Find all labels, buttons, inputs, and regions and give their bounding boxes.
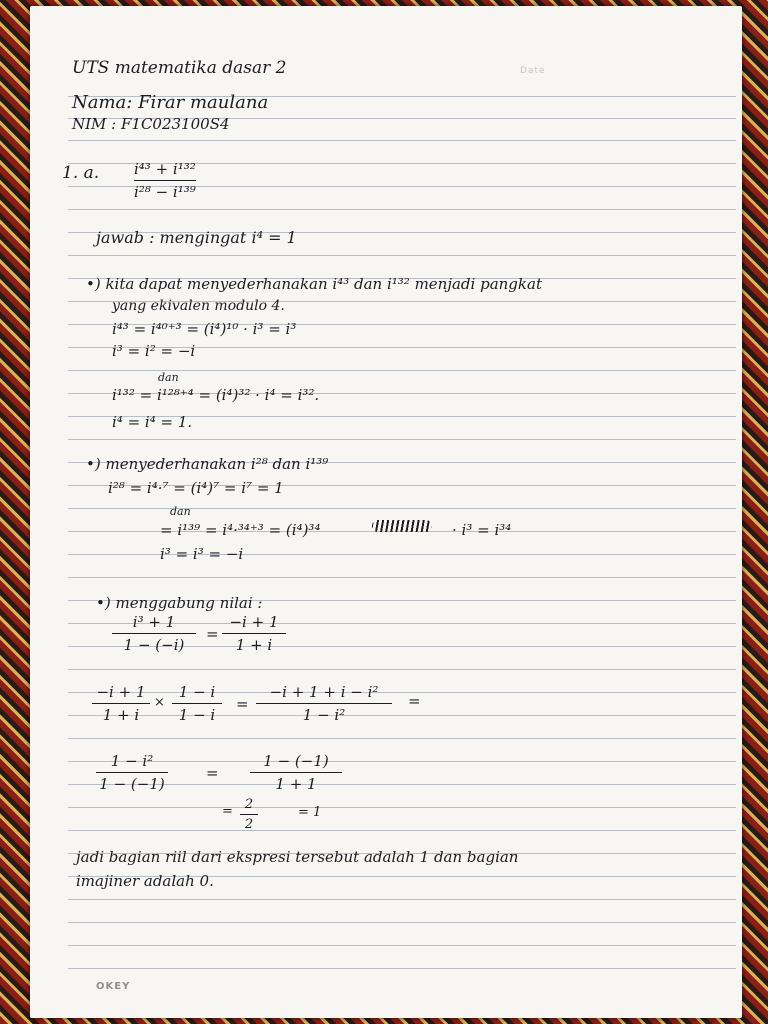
step1-line4: i⁴ = i⁴ = 1. <box>112 413 193 431</box>
ruled-line <box>68 715 736 716</box>
step1-line3: i¹³² = i¹²⁸⁺⁴ = (i⁴)³² · i⁴ = i³². <box>112 386 320 404</box>
fraction-numerator: 2 <box>244 797 254 812</box>
notebook-brand-logo: OKEY <box>96 981 131 992</box>
fraction-8 <box>240 797 258 832</box>
fraction-numerator: i⁴³ + i¹³² <box>134 160 196 178</box>
result-equals-one: = 1 <box>298 805 322 820</box>
fraction-bar <box>172 703 222 704</box>
fraction-6 <box>96 752 168 793</box>
ruled-line <box>68 899 736 900</box>
ruled-line <box>68 807 736 808</box>
equals-sign: = <box>206 764 219 782</box>
ruled-line <box>68 140 736 141</box>
equals-sign: = <box>408 692 421 710</box>
step2-text: •) menyederhanakan i²⁸ dan i¹³⁹ <box>86 455 329 473</box>
exam-title: UTS matematika dasar 2 <box>72 58 287 78</box>
step2-line3: i³ = i³ = −i <box>160 545 244 563</box>
ruled-line <box>68 692 736 693</box>
step3-text: •) menggabung nilai : <box>96 594 263 612</box>
equals-sign: = <box>206 625 219 643</box>
dan-word: dan <box>158 371 179 384</box>
step2-line2-tail: · i³ = i³⁴ <box>452 521 512 539</box>
ruled-line <box>68 439 736 440</box>
ruled-line <box>68 784 736 785</box>
answer-intro: jawab : mengingat i⁴ = 1 <box>96 228 297 247</box>
step2-line1: i²⁸ = i⁴·⁷ = (i⁴)⁷ = i⁷ = 1 <box>108 479 284 497</box>
ruled-line <box>68 738 736 739</box>
fraction-denominator: 1 + i <box>102 706 140 724</box>
fraction-numerator: −i + 1 <box>229 613 279 631</box>
fraction-bar <box>222 633 286 634</box>
ruled-line <box>68 761 736 762</box>
ruled-line <box>68 577 736 578</box>
equals-sign: = <box>222 804 233 819</box>
fraction-denominator: 1 − (−1) <box>99 775 165 793</box>
student-name: Nama: Firar maulana <box>72 92 269 113</box>
equals-sign: = <box>236 695 249 713</box>
fraction-denominator: 1 − i <box>178 706 216 724</box>
fraction-denominator: 2 <box>244 817 254 832</box>
fraction-bar <box>250 772 342 773</box>
ruled-line <box>68 669 736 670</box>
ruled-line <box>68 968 736 969</box>
date-label: Date <box>520 66 546 76</box>
fraction-1 <box>112 613 196 654</box>
ruled-line <box>68 830 736 831</box>
fraction-numerator: 1 − (−1) <box>263 752 329 770</box>
fraction-denominator: 1 − (−i) <box>123 636 185 654</box>
problem-label: 1. a. <box>62 163 100 183</box>
crossed-out-mark <box>372 520 432 532</box>
fraction-bar <box>96 772 168 773</box>
ruled-line <box>68 508 736 509</box>
fraction-bar <box>134 180 196 181</box>
problem-fraction <box>134 160 196 201</box>
step1-text-a: •) kita dapat menyederhanakan i⁴³ dan i¹³² menjadi pangkat <box>86 275 542 293</box>
fraction-denominator: 1 − i² <box>302 706 346 724</box>
step1-line1: i⁴³ = i⁴⁰⁺³ = (i⁴)¹⁰ · i³ = i³ <box>112 320 297 338</box>
fraction-denominator: 1 + i <box>235 636 273 654</box>
fraction-5 <box>256 683 392 724</box>
times-sign: × <box>154 695 165 710</box>
fraction-7 <box>250 752 342 793</box>
fraction-numerator: 1 − i <box>178 683 216 701</box>
conclusion-line1: jadi bagian riil dari ekspresi tersebut adalah 1 dan bagian <box>76 848 519 866</box>
step1-line2: i³ = i² = −i <box>112 342 196 360</box>
fraction-3 <box>92 683 150 724</box>
fraction-bar <box>256 703 392 704</box>
ruled-line <box>68 945 736 946</box>
fraction-numerator: i³ + 1 <box>132 613 176 631</box>
dan-word: dan <box>170 505 191 518</box>
notebook-page <box>30 6 742 1018</box>
fraction-numerator: 1 − i² <box>110 752 154 770</box>
ruled-line <box>68 209 736 210</box>
fraction-numerator: −i + 1 <box>96 683 146 701</box>
step2-line2: = i¹³⁹ = i⁴·³⁴⁺³ = (i⁴)³⁴ <box>160 521 321 539</box>
conclusion-line2: imajiner adalah 0. <box>76 872 214 890</box>
step1-text-b: yang ekivalen modulo 4. <box>112 298 285 314</box>
ruled-line <box>68 922 736 923</box>
fraction-numerator: −i + 1 + i − i² <box>269 683 379 701</box>
fraction-2 <box>222 613 286 654</box>
fraction-bar <box>240 814 258 815</box>
fraction-denominator: i²⁸ − i¹³⁹ <box>134 183 196 201</box>
ruled-line <box>68 255 736 256</box>
fraction-bar <box>92 703 150 704</box>
fraction-denominator: 1 + 1 <box>275 775 317 793</box>
student-nim: NIM : F1C023100S4 <box>72 115 230 133</box>
fraction-4 <box>172 683 222 724</box>
fraction-bar <box>112 633 196 634</box>
